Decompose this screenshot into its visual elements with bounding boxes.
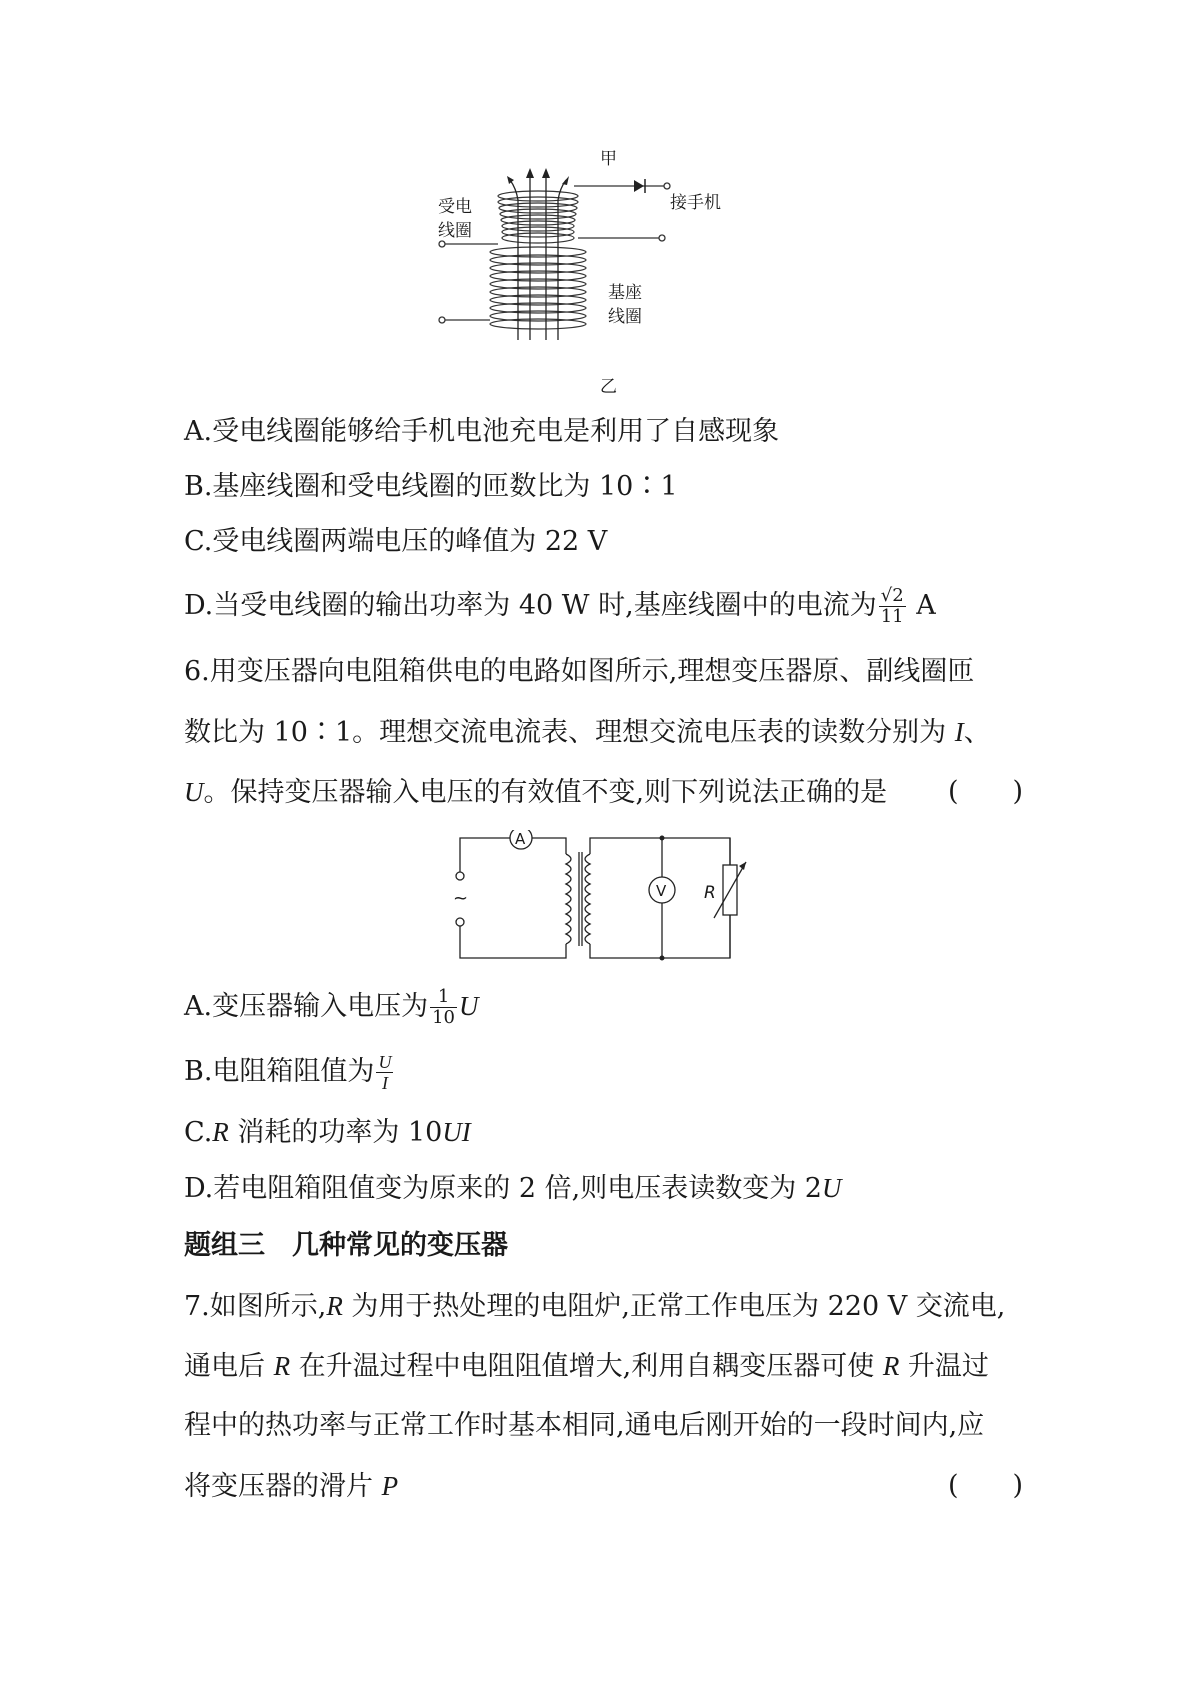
voltmeter-label: V	[656, 882, 667, 900]
fraction-numerator: 1	[430, 987, 457, 1008]
diode-icon	[634, 179, 645, 193]
base-coil-label-2: 线圈	[608, 307, 642, 327]
ammeter-label: A	[515, 830, 526, 848]
fraction-denominator: 10	[432, 1007, 455, 1028]
q6-line-2-text: 数比为 10∶1。理想交流电流表、理想交流电压表的读数分别为	[184, 717, 955, 748]
q6-option-a	[184, 986, 479, 1028]
transformer-core	[579, 852, 582, 946]
fraction-numerator: U	[378, 1052, 392, 1072]
q7-answer-paren: ( )	[948, 1470, 1024, 1501]
q5-option-d	[184, 586, 936, 627]
ammeter	[510, 830, 532, 849]
q6-line-1: 6.用变压器向电阻箱供电的电路如图所示,理想变压器原、副线圈匝	[184, 656, 975, 687]
figure-label-bottom: 乙	[600, 377, 617, 397]
q7-line-2-text: 通电后	[184, 1351, 274, 1382]
base-coil-label-1: 基座	[608, 283, 642, 303]
q5-option-c: C.受电线圈两端电压的峰值为 22 V	[184, 526, 608, 557]
var-r: R	[326, 1291, 343, 1321]
q6-option-b-text: B.电阻箱阻值为	[184, 1056, 375, 1087]
q5-option-d-unit: A	[916, 590, 936, 621]
var-r: R	[212, 1117, 229, 1147]
var-u: U	[821, 1173, 842, 1203]
q7-line-1	[184, 1286, 1005, 1327]
q7-line-3: 程中的热功率与正常工作时基本相同,通电后刚开始的一段时间内,应	[184, 1410, 985, 1441]
q6-option-d	[184, 1168, 841, 1209]
q7-line-1-end: 为用于热处理的电阻炉,正常工作电压为 220 V 交流电,	[342, 1291, 1006, 1322]
q6-option-d-text: D.若电阻箱阻值变为原来的 2 倍,则电压表读数变为 2	[184, 1173, 822, 1204]
receiver-coil	[498, 191, 578, 243]
section-heading: 题组三 几种常见的变压器	[184, 1230, 508, 1261]
q6-line-3	[184, 772, 887, 813]
q6-option-c-text: 消耗的功率为 10	[228, 1117, 443, 1148]
fraction-numerator: √2	[880, 585, 904, 606]
q5-option-d-text: D.当受电线圈的输出功率为 40 W 时,基座线圈中的电流为	[184, 590, 877, 621]
voltmeter	[649, 877, 675, 903]
var-r: R	[273, 1351, 291, 1381]
q6-option-c	[184, 1112, 471, 1153]
base-coil	[490, 247, 586, 329]
figure-label-top: 甲	[600, 149, 617, 169]
q6-option-b	[184, 1052, 395, 1093]
var-i: I	[954, 717, 964, 747]
receiver-coil-label-2: 线圈	[438, 221, 472, 241]
wireless-charging-figure	[430, 140, 760, 400]
q6-line-3-text: 。保持变压器输入电压的有效值不变,则下列说法正确的是	[203, 777, 888, 808]
q6-option-b-fraction	[376, 1052, 393, 1093]
receiver-coil-label-1: 受电	[438, 197, 472, 217]
q7-line-2-mid: 在升温过程中电阻阻值增大,利用自耦变压器可使	[290, 1351, 883, 1382]
field-arrow-heads	[507, 168, 569, 185]
transformer-circuit-figure	[448, 830, 768, 970]
q6-line-2-end: 、	[963, 717, 991, 748]
q7-line-2	[184, 1346, 989, 1387]
var-ui: UI	[442, 1117, 471, 1147]
q7-line-2-end: 升温过	[899, 1351, 989, 1382]
transformer-primary-coil	[566, 854, 571, 944]
transformer-secondary-coil	[585, 854, 590, 944]
var-u: U	[184, 777, 204, 807]
q5-option-a: A.受电线圈能够给手机电池充电是利用了自感现象	[184, 416, 780, 447]
q6-option-a-text: A.变压器输入电压为	[184, 991, 429, 1022]
fraction-denominator: I	[381, 1073, 388, 1093]
q6-line-2	[184, 712, 991, 753]
phone-label: 接手机	[670, 193, 721, 213]
var-u: U	[459, 991, 479, 1021]
var-r: R	[882, 1351, 900, 1381]
ac-source-symbol: ~	[453, 888, 469, 909]
q6-option-a-fraction	[430, 987, 457, 1028]
q7-line-1-text: 7.如图所示,	[184, 1291, 327, 1322]
q6-answer-paren: ( )	[948, 776, 1024, 807]
q5-option-d-fraction	[879, 586, 906, 627]
q6-option-c-prefix: C.	[184, 1117, 213, 1148]
q5-option-b: B.基座线圈和受电线圈的匝数比为 10∶1	[184, 471, 678, 502]
resistor-box	[704, 862, 746, 918]
q7-line-4-text: 将变压器的滑片	[184, 1471, 382, 1502]
q7-line-4	[184, 1466, 398, 1507]
resistor-label: R	[704, 883, 716, 903]
var-p: P	[381, 1471, 399, 1501]
fraction-denominator: 11	[880, 606, 904, 627]
